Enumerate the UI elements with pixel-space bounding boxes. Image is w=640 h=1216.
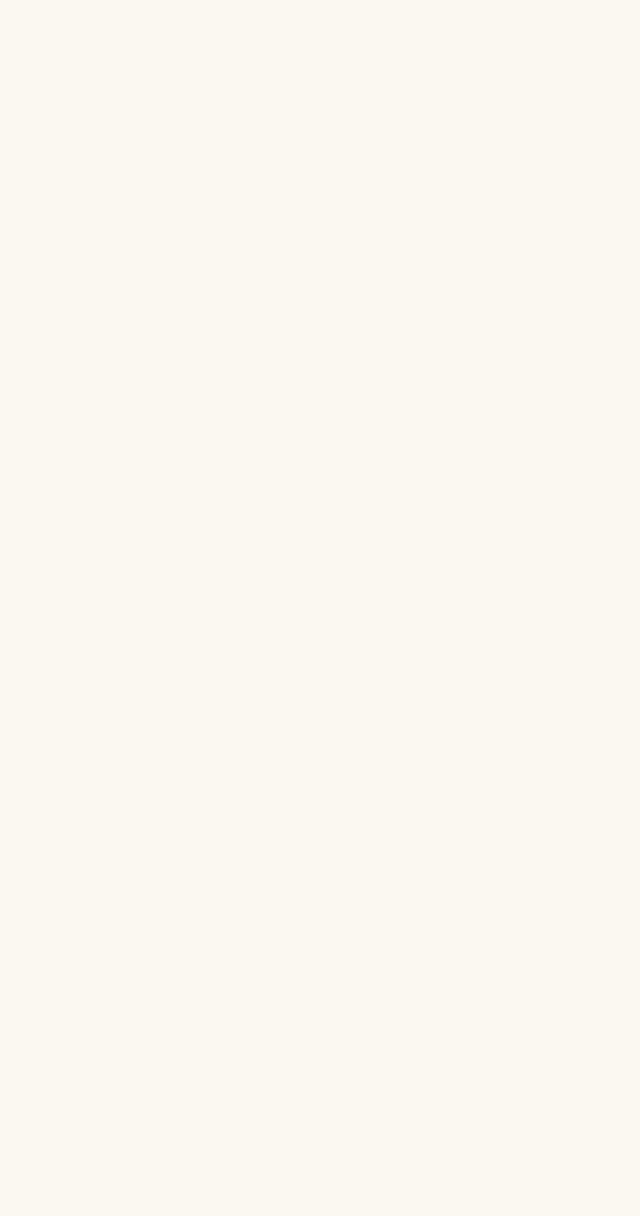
running-head	[0, 52, 640, 84]
psalm-heading	[112, 316, 134, 343]
